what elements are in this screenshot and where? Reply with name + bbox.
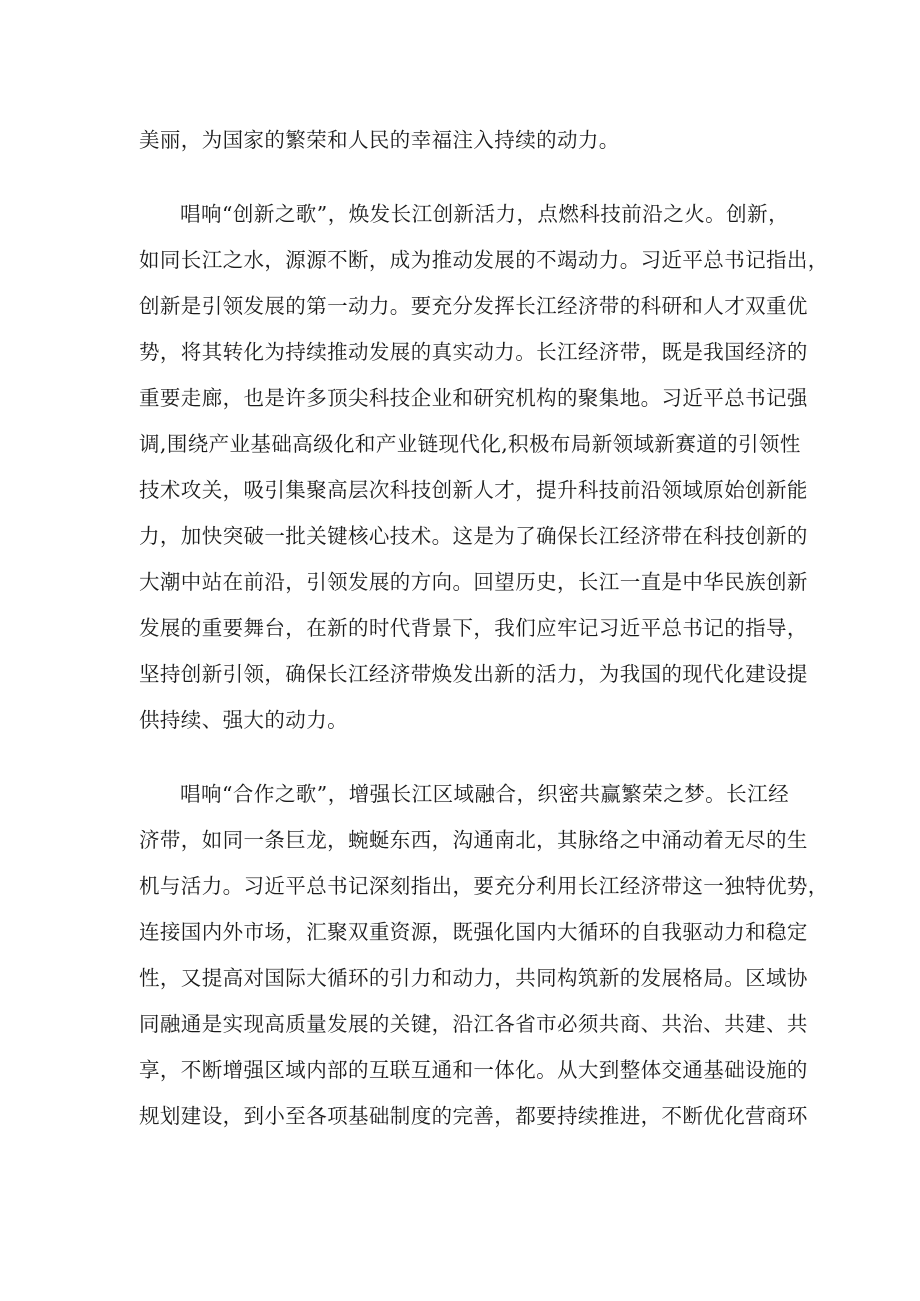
- paragraph-3-line-4: 连接国内外市场，汇聚双重资源，既强化国内大循环的自我驱动力和稳定: [139, 920, 808, 944]
- paragraph-3-line-7: 享，不断增强区域内部的互联互通和一体化。从大到整体交通基础设施的: [139, 1058, 808, 1082]
- paragraph-3-line-6: 同融通是实现高质量发展的关键，沿江各省市必须共商、共治、共建、共: [139, 1012, 808, 1036]
- paragraph-2-line-8: 力，加快突破一批关键核心技术。这是为了确保长江经济带在科技创新的: [139, 524, 808, 548]
- paragraph-2-line-9: 大潮中站在前沿，引领发展的方向。回望历史，长江一直是中华民族创新: [139, 570, 808, 594]
- paragraph-2-line-2: 如同长江之水，源源不断，成为推动发展的不竭动力。习近平总书记指出，: [139, 248, 829, 272]
- paragraph-3-line-1: 唱响“合作之歌”，增强长江区域融合，织密共赢繁荣之梦。长江经: [180, 782, 789, 806]
- paragraph-2-line-7: 技术攻关，吸引集聚高层次科技创新人才，提升科技前沿领域原始创新能: [139, 478, 808, 502]
- paragraph-2-line-1: 唱响“创新之歌”，焕发长江创新活力，点燃科技前沿之火。创新，: [180, 202, 789, 226]
- paragraph-2-line-3: 创新是引领发展的第一动力。要充分发挥长江经济带的科研和人才双重优: [139, 294, 808, 318]
- paragraph-2-line-6: 调,围绕产业基础高级化和产业链现代化,积极布局新领域新赛道的引领性: [139, 432, 801, 456]
- paragraph-2-line-11: 坚持创新引领，确保长江经济带焕发出新的活力，为我国的现代化建设提: [139, 662, 808, 686]
- paragraph-2-line-10: 发展的重要舞台，在新的时代背景下，我们应牢记习近平总书记的指导，: [139, 616, 808, 640]
- paragraph-3-line-8: 规划建设，到小至各项基础制度的完善，都要持续推进，不断优化营商环: [139, 1104, 808, 1128]
- paragraph-3-line-5: 性，又提高对国际大循环的引力和动力，共同构筑新的发展格局。区域协: [139, 966, 808, 990]
- paragraph-2-line-4: 势，将其转化为持续推动发展的真实动力。长江经济带，既是我国经济的: [139, 340, 808, 364]
- paragraph-2-line-12: 供持续、强大的动力。: [139, 708, 348, 732]
- paragraph-1-line-1: 美丽，为国家的繁荣和人民的幸福注入持续的动力。: [139, 128, 620, 152]
- paragraph-3-line-3: 机与活力。习近平总书记深刻指出，要充分利用长江经济带这一独特优势，: [139, 874, 829, 898]
- paragraph-3-line-2: 济带，如同一条巨龙，蜿蜒东西，沟通南北，其脉络之中涌动着无尽的生: [139, 828, 808, 852]
- paragraph-2-line-5: 重要走廊，也是许多顶尖科技企业和研究机构的聚集地。习近平总书记强: [139, 386, 808, 410]
